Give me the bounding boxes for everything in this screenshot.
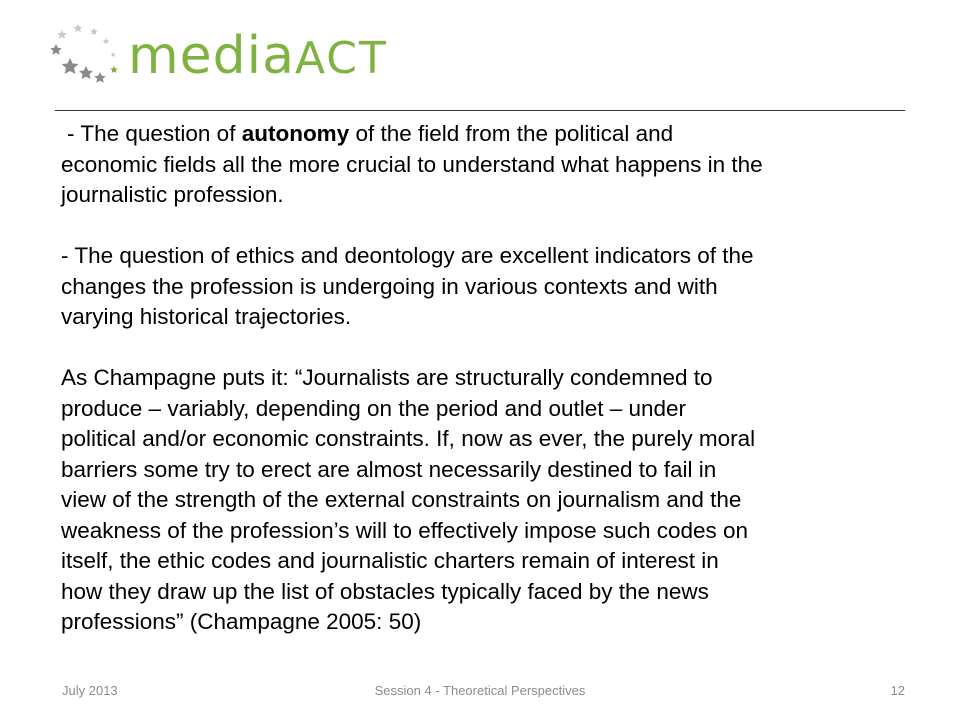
stars-arc-icon (48, 22, 128, 88)
para1-prefix: - The question of (67, 121, 242, 146)
footer-page-number: 12 (890, 683, 905, 698)
logo-act-text: ACT (294, 33, 388, 84)
autonomy-bold-term: autonomy (241, 121, 350, 146)
logo-media-text: media (128, 26, 295, 86)
logo-wordmark (128, 26, 388, 89)
para1-suffix: of the field from the political and economic fields all the more crucial to understand what happens in the journalistic profession. (61, 121, 763, 207)
paragraph-gap (61, 333, 911, 364)
paragraph-gap (61, 211, 911, 242)
paragraph-champagne-quote: As Champagne puts it: “Journalists are structurally condemned to produce – variably, depending on the period and outlet – under political and/or economic constraints. If, now as ever, the purely moral barriers some try to erect are almost necessarily destined to fail in view of the strength of the external constraints on journalism and the weakness of the profession’s will to effectively impose such codes on itself, the ethic codes and journalistic charters remain of interest in how they draw up the list of obstacles typically faced by the news professions” (Champagne 2005: 50) (61, 365, 756, 634)
footer-session-title: Session 4 - Theoretical Perspectives (374, 683, 586, 698)
slide-body (61, 119, 911, 638)
footer-date: July 2013 (62, 683, 118, 698)
header-divider (55, 110, 905, 111)
paragraph-autonomy (61, 119, 911, 211)
paragraph-ethics: - The question of ethics and deontology are excellent indicators of the changes the profession is undergoing in various contexts and with varying historical trajectories. (61, 243, 754, 329)
mediaact-logo (48, 22, 408, 94)
